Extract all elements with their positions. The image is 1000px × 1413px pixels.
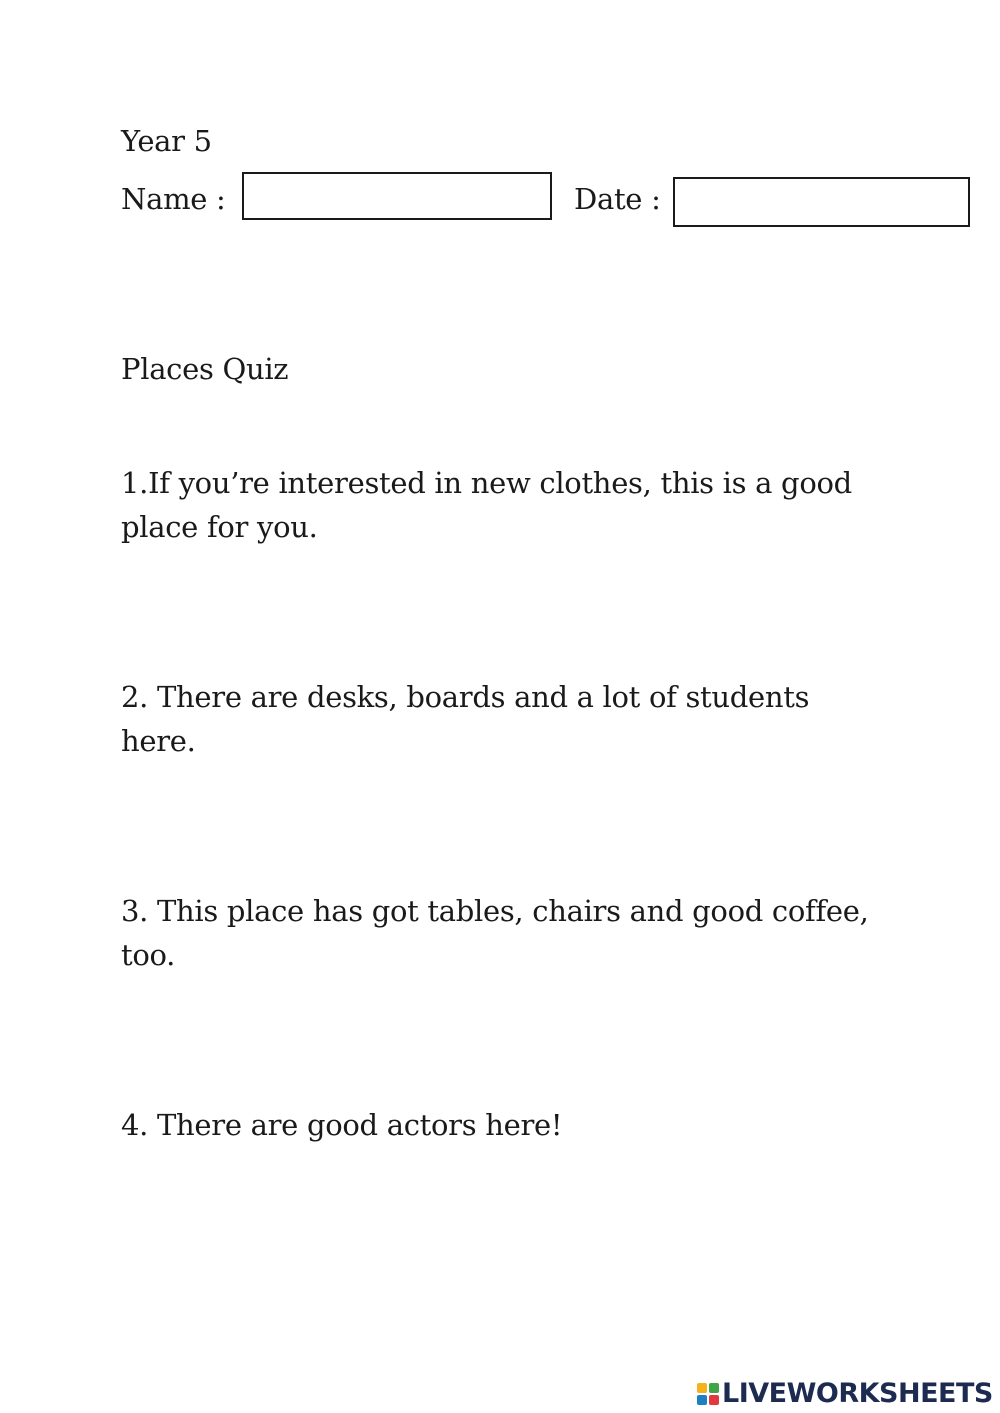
- quiz-title: Places Quiz: [121, 352, 289, 386]
- question-1: 1.If you’re interested in new clothes, this is a good place for you.: [121, 466, 852, 544]
- question-2: 2. There are desks, boards and a lot of students here.: [121, 680, 810, 758]
- question-3: 3. This place has got tables, chairs and good coffee, too.: [121, 894, 869, 972]
- name-input[interactable]: [242, 172, 552, 220]
- question-4: 4. There are good actors here!: [121, 1108, 563, 1142]
- name-label: Name :: [121, 182, 226, 216]
- date-input[interactable]: [673, 177, 970, 227]
- liveworksheets-footer: [697, 1378, 993, 1409]
- brand-name: LIVEWORKSHEETS: [722, 1378, 993, 1409]
- date-label: Date :: [574, 182, 661, 216]
- grade-label: Year 5: [121, 124, 212, 158]
- liveworksheets-logo-icon: [697, 1383, 719, 1405]
